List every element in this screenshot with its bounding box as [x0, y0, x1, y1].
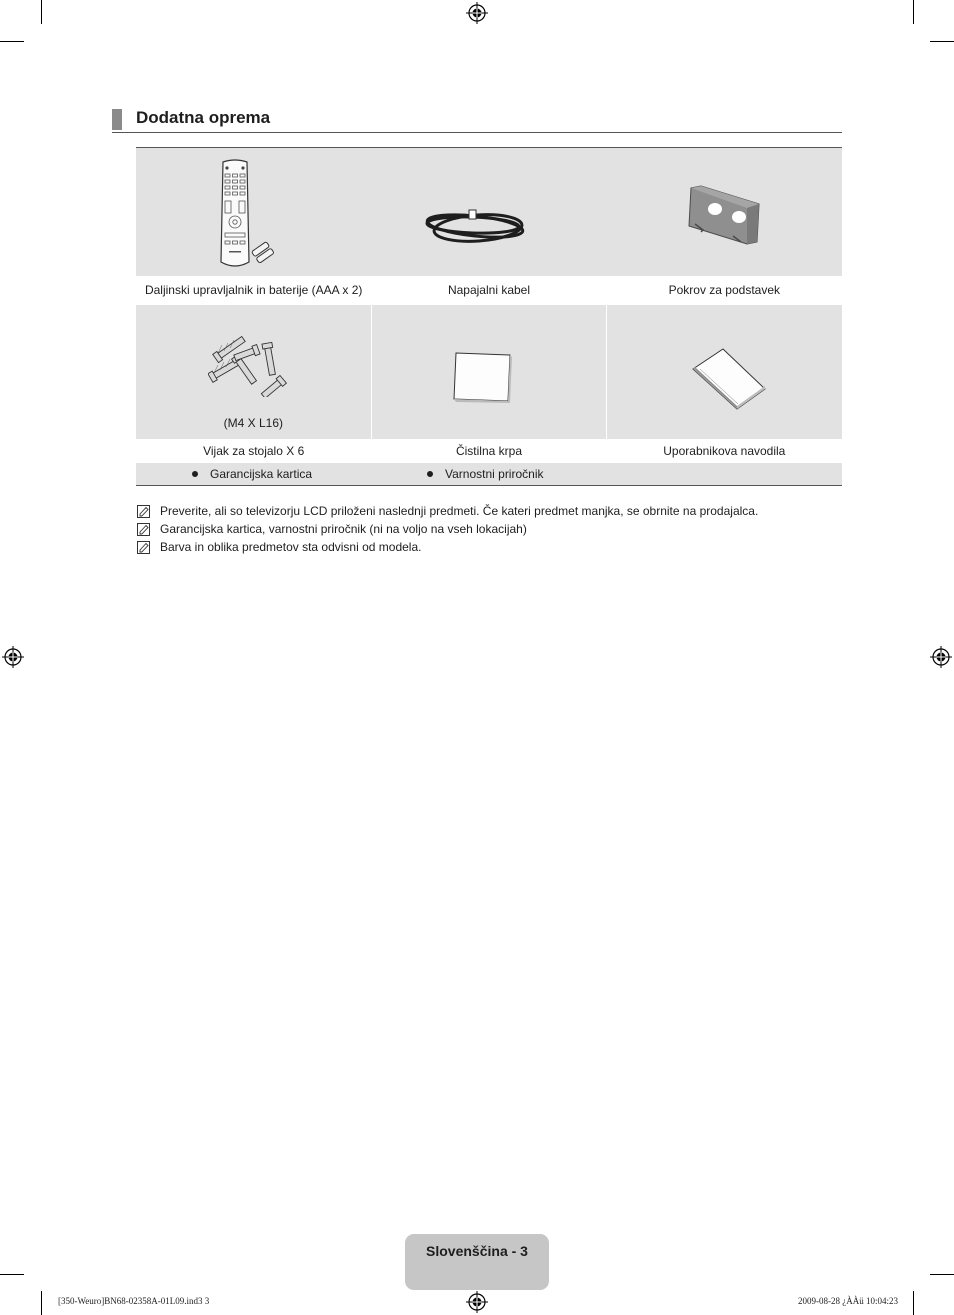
crop-mark: [41, 0, 42, 24]
accessory-image-row: [136, 148, 842, 276]
note-text: Preverite, ali so televizorju LCD priloženi naslednji predmeti. Če kateri predmet manjka, se obrnite na prodajalca.: [160, 504, 759, 518]
stand-cover-icon: [685, 184, 767, 248]
cleaning-cloth-icon: [452, 349, 514, 405]
note-icon: [137, 541, 150, 554]
page-number-tab: [405, 1234, 549, 1290]
notes-list: [137, 502, 842, 556]
screws-cell: [136, 305, 371, 439]
user-manual-cell: [606, 305, 842, 439]
extra-items-row: [136, 463, 842, 486]
power-cord-cell: [371, 148, 606, 276]
registration-mark-icon: [930, 646, 952, 668]
cleaning-cloth-cell: [371, 305, 607, 439]
section-title: Dodatna oprema: [136, 108, 271, 127]
section-heading: [112, 106, 842, 133]
page-label: Slovenščina - 3: [426, 1243, 528, 1259]
print-timestamp: 2009-08-28 ¿ÀÀü 10:04:23: [798, 1296, 898, 1306]
crop-mark: [0, 1274, 24, 1275]
bullet-icon: [427, 471, 433, 477]
registration-mark-icon: [466, 2, 488, 24]
file-slug: [350-Weuro]BN68-02358A-01L09.ind3 3: [58, 1296, 210, 1306]
crop-mark: [41, 1291, 42, 1315]
user-manual-icon: [691, 345, 771, 411]
registration-mark-icon: [466, 1291, 488, 1313]
remote-control-cell: [136, 148, 371, 276]
item-caption: Napajalni kabel: [447, 283, 531, 297]
accessories-table: [136, 147, 842, 486]
accessory-image-row: [136, 305, 842, 439]
screws-icon: [208, 331, 292, 397]
registration-mark-icon: [2, 646, 24, 668]
caption-row: [136, 276, 842, 305]
extra-item-label: Varnostni priročnik: [445, 467, 544, 481]
item-caption: Čistilna krpa: [455, 444, 522, 458]
note-item: [137, 502, 842, 520]
screw-size-label: (M4 X L16): [223, 416, 284, 430]
extra-item: [136, 463, 371, 485]
note-icon: [137, 505, 150, 518]
item-caption: Vijak za stojalo X 6: [203, 444, 305, 458]
crop-mark: [930, 1274, 954, 1275]
item-caption: Daljinski upravljalnik in baterije (AAA x 2): [144, 283, 363, 297]
item-caption: Uporabnikova navodila: [663, 444, 786, 458]
note-icon: [137, 523, 150, 536]
note-text: Barva in oblika predmetov sta odvisni od modela.: [160, 540, 422, 554]
caption-row: [136, 439, 842, 463]
remote-control-icon: [216, 158, 282, 270]
item-caption: Pokrov za podstavek: [668, 283, 781, 297]
bullet-icon: [192, 471, 198, 477]
note-item: [137, 520, 842, 538]
crop-mark: [930, 41, 954, 42]
crop-mark: [0, 41, 24, 42]
power-cord-icon: [423, 204, 533, 252]
extra-item: [371, 463, 606, 485]
crop-mark: [913, 0, 914, 24]
note-item: [137, 538, 842, 556]
note-text: Garancijska kartica, varnostni priročnik (ni na voljo na vseh lokacijah): [160, 522, 527, 536]
extra-item-label: Garancijska kartica: [210, 467, 313, 481]
crop-mark: [913, 1291, 914, 1315]
heading-bar: [112, 109, 122, 130]
stand-cover-cell: [607, 148, 842, 276]
